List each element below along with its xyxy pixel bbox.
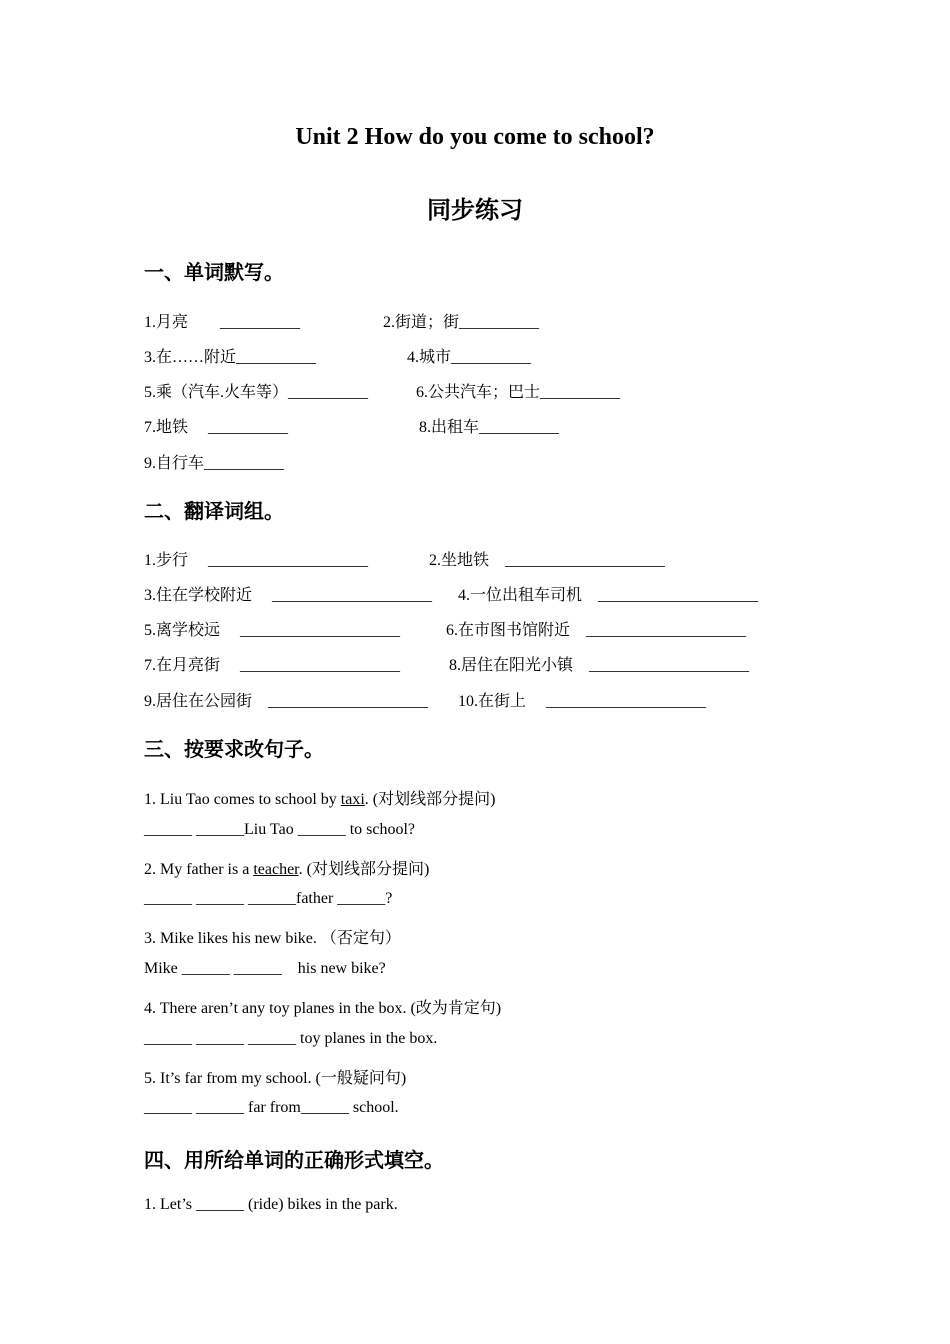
- section-3-heading: 三、按要求改句子。: [144, 739, 324, 761]
- sec3-answer-5: ______ ______ far from______ school.: [144, 1099, 399, 1116]
- worksheet-title: Unit 2 How do you come to school?: [295, 124, 655, 150]
- sec3-answer-1: ______ ______Liu Tao ______ to school?: [144, 821, 416, 838]
- sec4-question-1: 1. Let’s ______ (ride) bikes in the park.: [144, 1196, 398, 1213]
- sec1-item: 7.地铁 __________: [144, 419, 289, 436]
- sec3-question-5: 5. It’s far from my school. (一般疑问句): [144, 1070, 407, 1087]
- sec2-item: 2.坐地铁 ____________________: [429, 552, 666, 569]
- sec1-item: 9.自行车__________: [144, 455, 285, 472]
- sec1-item: 2.街道；街__________: [383, 314, 540, 331]
- sec2-item: 9.居住在公园街 ____________________: [144, 693, 429, 710]
- worksheet-subtitle: 同步练习: [427, 198, 523, 224]
- sec1-item: 4.城市__________: [407, 349, 532, 366]
- q1-text-after: . (对划线部分提问): [364, 791, 496, 808]
- sec3-answer-2: ______ ______ ______father ______?: [144, 890, 393, 907]
- q2-text-before: 2. My father is a: [144, 861, 254, 878]
- sec3-question-3: 3. Mike likes his new bike. （否定句）: [144, 930, 401, 947]
- sec1-item: 3.在……附近__________: [144, 349, 317, 366]
- sec1-item: 1.月亮 __________: [144, 314, 301, 331]
- sec1-item: 5.乘（汽车.火车等）__________: [144, 384, 369, 401]
- sec3-answer-3: Mike ______ ______ his new bike?: [144, 960, 386, 977]
- sec2-item: 7.在月亮街 ____________________: [144, 657, 401, 674]
- sec3-question-4: 4. There aren’t any toy planes in the box. (改为肯定句): [144, 1000, 502, 1017]
- section-4-heading: 四、用所给单词的正确形式填空。: [144, 1150, 444, 1172]
- sec2-item: 1.步行 ____________________: [144, 552, 369, 569]
- q2-underlined-word: teacher: [253, 861, 299, 878]
- sec2-item: 3.住在学校附近 ____________________: [144, 587, 433, 604]
- section-2-heading: 二、翻译词组。: [144, 501, 284, 523]
- sec1-item: 8.出租车__________: [419, 419, 560, 436]
- sec2-item: 8.居住在阳光小镇 ____________________: [449, 657, 750, 674]
- q1-text-before: 1. Liu Tao comes to school by: [144, 791, 341, 808]
- sec1-item: 6.公共汽车；巴士__________: [416, 384, 621, 401]
- q2-text-after: . (对划线部分提问): [298, 861, 430, 878]
- q1-underlined-word: taxi: [340, 791, 365, 808]
- sec2-item: 5.离学校远 ____________________: [144, 622, 401, 639]
- sec2-item: 6.在市图书馆附近 ____________________: [446, 622, 747, 639]
- sec3-question-2: [144, 856, 429, 879]
- section-1-heading: 一、单词默写。: [144, 262, 284, 284]
- sec2-item: 4.一位出租车司机 ____________________: [458, 587, 759, 604]
- sec2-item: 10.在街上 ____________________: [458, 693, 707, 710]
- sec3-answer-4: ______ ______ ______ toy planes in the box.: [144, 1030, 438, 1047]
- sec3-question-1: [144, 786, 495, 809]
